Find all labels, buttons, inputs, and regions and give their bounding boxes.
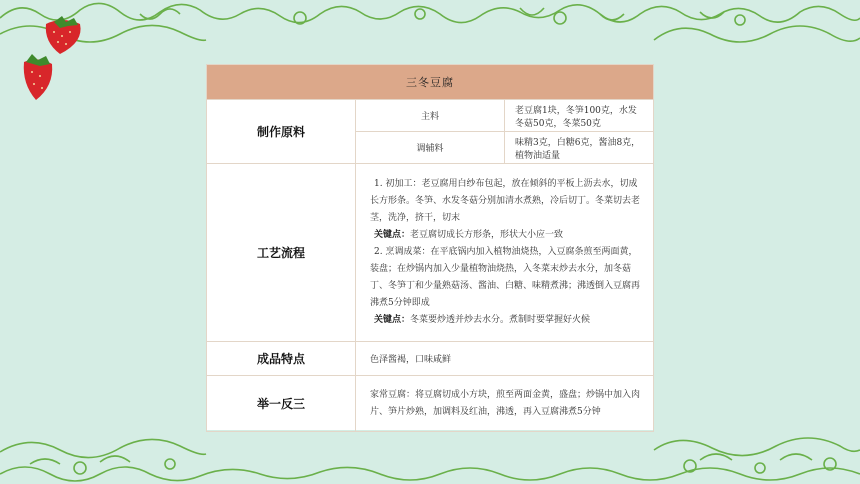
recipe-table-card (206, 64, 654, 430)
key-point-text: 冬菜要炒透并炒去水分。煮制时要掌握好火候 (410, 315, 591, 325)
process-content (356, 164, 654, 342)
top-cloud-border (0, 0, 860, 60)
recipe-table (206, 64, 654, 432)
strawberry-icon (18, 52, 58, 102)
process-step-1: 1. 初加工：老豆腐用白纱布包起，放在倾斜的平板上沥去水，切成长方形条。冬笋、水发冬菇分别加清水煮熟，冷后切丁。冬菜切去老茎，洗净，挤干，切末 (370, 179, 641, 223)
key-point-2 (370, 312, 643, 329)
key-point-1 (370, 227, 643, 244)
process-step-2: 2. 烹调成菜：在平底锅内加入植物油烧热，入豆腐条煎至两面黄，装盘；在炒锅内加入少量植物油烧热，入冬菜末炒去水分，加冬菇丁、冬笋丁和少量熟菇汤、酱油、白糖、味精煮沸；沸透倒入豆腐再沸煮5分钟即成 (370, 247, 641, 308)
process-label: 工艺流程 (207, 164, 356, 342)
ingredients-label: 制作原料 (207, 100, 356, 164)
main-ingredient-label: 主料 (356, 100, 505, 132)
key-point-label: 关键点： (374, 315, 411, 325)
seasoning-value: 味精3克，白糖6克，酱油8克，植物油适量 (505, 132, 654, 164)
key-point-text: 老豆腐切成长方形条，形状大小应一致 (410, 230, 564, 240)
features-label: 成品特点 (207, 342, 356, 376)
variation-value: 家常豆腐：将豆腐切成小方块，煎至两面金黄，盛盘；炒锅中加入肉片、笋片炒熟，加调料及红油，沸透，再入豆腐沸煮5分钟 (356, 376, 654, 432)
table-title: 三冬豆腐 (207, 65, 654, 100)
key-point-label: 关键点： (374, 230, 411, 240)
variation-label: 举一反三 (207, 376, 356, 432)
bottom-cloud-border (0, 424, 860, 484)
features-value: 色泽酱褐，口味咸鲜 (356, 342, 654, 376)
main-ingredient-value: 老豆腐1块，冬笋100克，水发冬菇50克，冬菜50克 (505, 100, 654, 132)
strawberry-icon (40, 14, 90, 56)
seasoning-label: 调辅料 (356, 132, 505, 164)
